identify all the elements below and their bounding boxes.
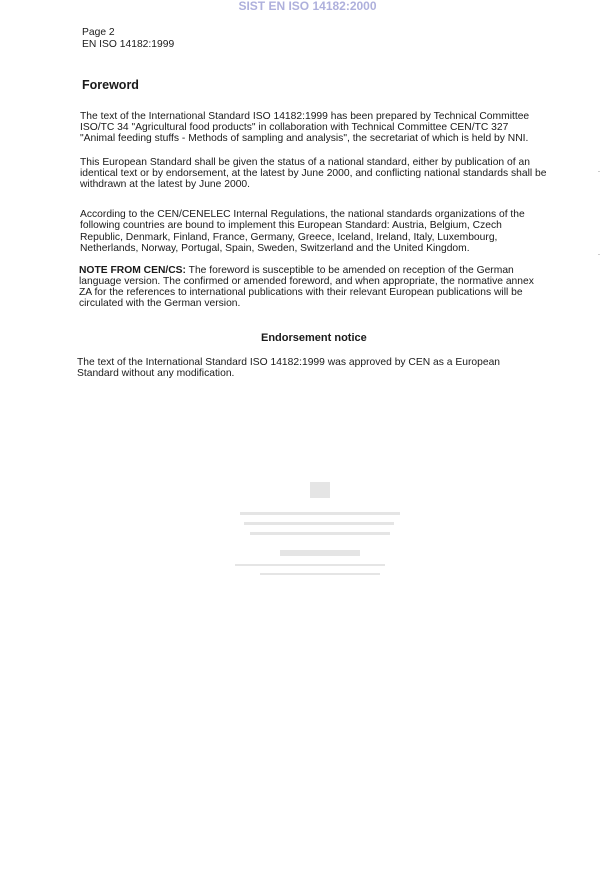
- paragraph-line: This European Standard shall be given the status of a national standard, either by publication of an: [80, 157, 530, 168]
- paragraph-line: Netherlands, Norway, Portugal, Spain, Sweden, Switzerland and the United Kingdom.: [80, 243, 470, 254]
- paragraph-line: The text of the International Standard ISO 14182:1999 was approved by CEN as a European: [77, 357, 501, 368]
- endorsement-heading: Endorsement notice: [261, 332, 367, 344]
- document-id: EN ISO 14182:1999: [82, 39, 175, 50]
- paragraph-line: identical text or by endorsement, at the latest by June 2000, and conflicting national standards shall be: [80, 168, 547, 179]
- scan-speck: [598, 171, 600, 172]
- watermark: SIST EN ISO 14182:2000: [238, 0, 377, 13]
- note-label: NOTE FROM CEN/CS:: [79, 265, 186, 276]
- scan-speck: [598, 254, 600, 255]
- page-number: Page 2: [82, 27, 115, 38]
- paragraph-line: According to the CEN/CENELEC Internal Regulations, the national standards organizations of the: [80, 209, 525, 220]
- paragraph-line: Standard without any modification.: [77, 368, 235, 379]
- note-text: The foreword is susceptible to be amended on reception of the German: [185, 265, 514, 276]
- paragraph-line: Republic, Denmark, Finland, France, Germany, Greece, Iceland, Ireland, Italy, Luxembourg,: [80, 232, 498, 243]
- paragraph-line: circulated with the German version.: [79, 298, 241, 309]
- paragraph-line: withdrawn at the latest by June 2000.: [80, 179, 251, 190]
- paragraph-line: "Animal feeding stuffs - Methods of sampling and analysis", the secretariat of which is held by NNI.: [80, 133, 529, 144]
- paragraph-line: ZA for the references to international publications with their relevant European publications will be: [79, 287, 523, 298]
- foreword-heading: Foreword: [82, 78, 139, 92]
- paragraph-line: The text of the International Standard ISO 14182:1999 has been prepared by Technical Committee: [80, 111, 530, 122]
- paragraph-line: language version. The confirmed or amended foreword, and when appropriate, the normative annex: [79, 276, 534, 287]
- paragraph-line: following countries are bound to implement this European Standard: Austria, Belgium, Czech: [80, 220, 502, 231]
- paragraph-line: ISO/TC 34 "Agricultural food products" in collaboration with Technical Committee CEN/TC 327: [80, 122, 509, 133]
- faded-stamp: [230, 480, 410, 580]
